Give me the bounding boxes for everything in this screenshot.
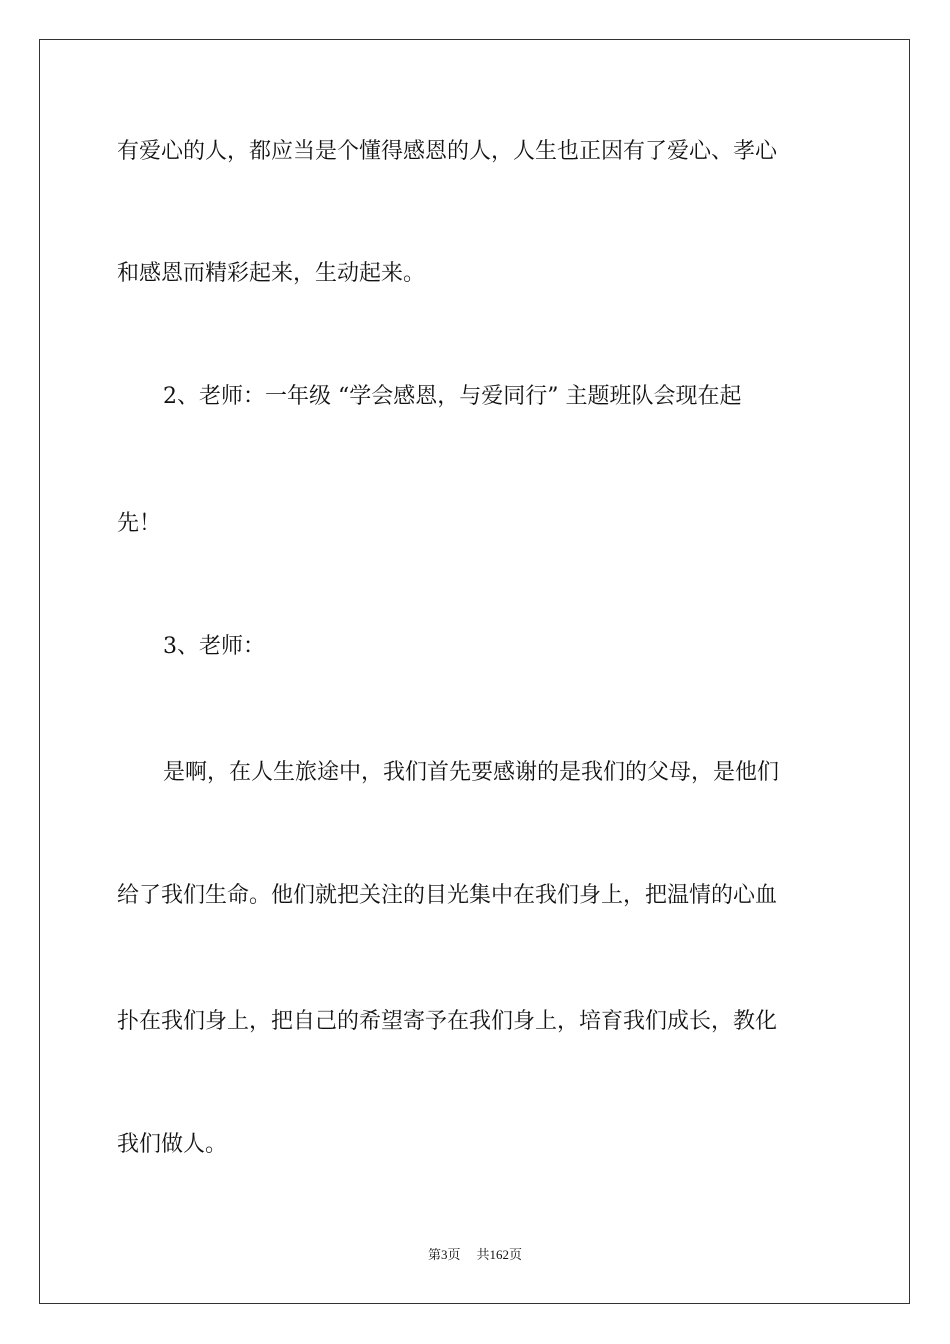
- body-line-5: 3、老师：: [163, 634, 265, 659]
- page-footer: [0, 1246, 950, 1264]
- page-frame: [39, 39, 910, 1304]
- page-total: 共162页: [476, 1247, 523, 1262]
- body-line-3: 2、老师：一年级 “学会感恩，与爱同行” 主题班队会现在起: [163, 384, 742, 409]
- body-line-9: 我们做人。: [117, 1132, 228, 1157]
- body-line-2: 和感恩而精彩起来，生动起来。: [117, 261, 426, 286]
- body-line-8: 扑在我们身上，把自己的希望寄予在我们身上，培育我们成长，教化: [117, 1009, 778, 1034]
- page-number: 第3页: [427, 1247, 461, 1262]
- body-line-1: 有爱心的人，都应当是个懂得感恩的人，人生也正因有了爱心、孝心: [117, 139, 778, 164]
- body-line-7: 给了我们生命。他们就把关注的目光集中在我们身上，把温情的心血: [117, 883, 778, 908]
- body-line-6: 是啊，在人生旅途中，我们首先要感谢的是我们的父母，是他们: [163, 760, 780, 785]
- body-line-4: 先！: [117, 511, 162, 536]
